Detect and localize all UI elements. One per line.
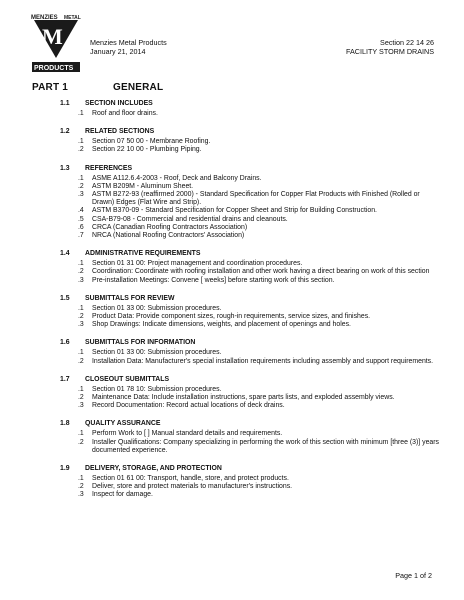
item-text: CRCA (Canadian Roofing Contractors Association) <box>92 223 248 231</box>
item-number: .3 <box>78 191 84 199</box>
section-code: Section 22 14 26 <box>380 38 434 47</box>
item-number: .1 <box>78 138 84 146</box>
list-item <box>60 207 440 215</box>
item-number: .1 <box>78 174 84 182</box>
section-item-list <box>60 386 440 411</box>
list-item <box>60 386 440 394</box>
section-heading <box>60 465 440 474</box>
list-item <box>60 216 440 224</box>
item-text: Section 01 31 00: Project management and coordination procedures. <box>92 260 303 268</box>
item-number: .5 <box>78 215 84 223</box>
item-text: Inspect for damage. <box>92 491 153 499</box>
section-heading <box>60 339 440 348</box>
list-item <box>60 260 440 268</box>
section-title: REFERENCES <box>85 164 133 172</box>
list-item <box>60 475 440 483</box>
spec-section <box>60 250 440 285</box>
list-item <box>60 224 440 232</box>
item-number: .1 <box>78 304 84 312</box>
list-item <box>60 439 440 455</box>
item-number: .2 <box>78 357 84 365</box>
section-number: 1.6 <box>60 339 70 347</box>
section-title: RELATED SECTIONS <box>85 128 155 136</box>
list-item <box>60 313 440 321</box>
part-number: PART 1 <box>32 82 69 93</box>
document-date: January 21, 2014 <box>90 47 146 56</box>
spec-section <box>60 376 440 411</box>
list-item <box>60 321 440 329</box>
section-heading <box>60 295 440 304</box>
spec-section <box>60 165 440 241</box>
section-heading <box>60 420 440 429</box>
item-number: .2 <box>78 313 84 321</box>
item-text: Shop Drawings: Indicate dimensions, weights, and placement of openings and holes. <box>92 321 351 329</box>
item-text: ASME A112.6.4-2003 - Roof, Deck and Balcony Drains. <box>92 174 262 182</box>
item-number: .2 <box>78 268 84 276</box>
item-text: CSA-B79-08 - Commercial and residential drains and cleanouts. <box>92 215 288 223</box>
section-heading <box>60 128 440 137</box>
section-item-list <box>60 349 440 365</box>
item-number: .3 <box>78 491 84 499</box>
company-name: Menzies Metal Products <box>90 38 167 47</box>
item-number: .3 <box>78 276 84 284</box>
section-number: 1.5 <box>60 294 70 302</box>
item-number: .6 <box>78 223 84 231</box>
section-item-list <box>60 305 440 330</box>
item-number: .3 <box>78 321 84 329</box>
section-title: QUALITY ASSURANCE <box>85 420 161 428</box>
part-heading <box>32 82 163 93</box>
section-heading <box>60 250 440 259</box>
part-title: GENERAL <box>112 82 164 93</box>
item-text: Coordination: Coordinate with roofing installation and other work having a direct bearing on work of this section <box>92 268 430 276</box>
list-item <box>60 430 440 438</box>
item-text: Perform Work to [ ] Manual standard details and requirements. <box>92 430 283 438</box>
section-number: 1.7 <box>60 375 70 383</box>
item-number: .2 <box>78 394 84 402</box>
header-right <box>346 38 434 56</box>
section-item-list <box>60 175 440 241</box>
item-text: Section 07 50 00 - Membrane Roofing. <box>92 138 211 146</box>
item-text: Record Documentation: Record actual locations of deck drains. <box>92 402 285 410</box>
item-number: .7 <box>78 232 84 240</box>
section-item-list <box>60 260 440 285</box>
list-item <box>60 305 440 313</box>
item-number: .2 <box>78 182 84 190</box>
item-text: Section 01 33 00: Submission procedures. <box>92 304 222 312</box>
logo-top-text: MENZIES <box>31 15 58 21</box>
section-title: CLOSEOUT SUBMITTALS <box>85 375 170 383</box>
list-item <box>60 183 440 191</box>
list-item <box>60 175 440 183</box>
list-item <box>60 110 440 118</box>
list-item <box>60 232 440 240</box>
item-text: Installer Qualifications: Company specializing in performing the work of this section with minimum [three (3)] years documented experience. <box>92 438 439 454</box>
section-number: 1.1 <box>60 100 70 107</box>
section-heading <box>60 100 440 109</box>
spec-section <box>60 339 440 365</box>
item-text: Section 01 33 00: Submission procedures. <box>92 349 222 357</box>
spec-section <box>60 420 440 455</box>
item-number: .1 <box>78 110 84 117</box>
section-title: DELIVERY, STORAGE, AND PROTECTION <box>85 465 222 473</box>
spec-section <box>60 128 440 154</box>
item-text: Roof and floor drains. <box>92 110 158 117</box>
item-text: Section 22 10 00 - Plumbing Piping. <box>92 146 202 154</box>
logo-right-text: METAL <box>64 15 81 21</box>
item-number: .2 <box>78 438 84 446</box>
section-name: FACILITY STORM DRAINS <box>346 47 434 56</box>
list-item <box>60 191 440 207</box>
item-text: ASTM B370-09 - Standard Specification for Copper Sheet and Strip for Building Construction. <box>92 207 377 215</box>
section-item-list <box>60 430 440 455</box>
spec-section <box>60 295 440 330</box>
item-number: .4 <box>78 207 84 215</box>
company-logo <box>30 14 82 74</box>
document-body <box>60 100 440 510</box>
section-title: SUBMITTALS FOR INFORMATION <box>85 339 196 347</box>
list-item <box>60 402 440 410</box>
section-title: ADMINISTRATIVE REQUIREMENTS <box>85 250 201 258</box>
list-item <box>60 358 440 366</box>
section-item-list <box>60 138 440 154</box>
list-item <box>60 349 440 357</box>
item-text: Maintenance Data: Include installation instructions, spare parts lists, and exploded assembly views. <box>92 394 395 402</box>
item-text: ASTM B272-93 (reaffirmed 2000) - Standard Specification for Copper Flat Products with Finished (Rolled or Drawn) Edges (Flat Wire and Strip). <box>92 191 420 207</box>
section-number: 1.2 <box>60 128 70 136</box>
header-left <box>90 38 167 56</box>
item-text: Product Data: Provide component sizes, rough-in requirements, service sizes, and finishes. <box>92 313 371 321</box>
item-text: Section 01 61 00: Transport, handle, store, and protect products. <box>92 475 289 483</box>
list-item <box>60 483 440 491</box>
item-number: .1 <box>78 385 84 393</box>
section-title: SECTION INCLUDES <box>85 100 153 107</box>
item-number: .1 <box>78 349 84 357</box>
section-number: 1.8 <box>60 420 70 428</box>
item-text: Section 01 78 10: Submission procedures. <box>92 385 222 393</box>
section-heading <box>60 376 440 385</box>
section-item-list <box>60 475 440 500</box>
logo-letter: M <box>42 24 63 49</box>
item-number: .1 <box>78 260 84 268</box>
spec-section <box>60 465 440 500</box>
list-item <box>60 146 440 154</box>
item-text: Deliver, store and protect materials to manufacturer's instructions. <box>92 483 293 491</box>
list-item <box>60 277 440 285</box>
section-number: 1.4 <box>60 250 70 258</box>
logo-bottom-text: PRODUCTS <box>34 65 74 72</box>
item-text: Pre-installation Meetings: Convene [ weeks] before starting work of this section. <box>92 276 335 284</box>
list-item <box>60 394 440 402</box>
section-number: 1.3 <box>60 164 70 172</box>
item-number: .1 <box>78 430 84 438</box>
item-number: .3 <box>78 402 84 410</box>
list-item <box>60 268 440 276</box>
section-title: SUBMITTALS FOR REVIEW <box>85 294 175 302</box>
section-item-list <box>60 110 440 118</box>
section-number: 1.9 <box>60 465 70 473</box>
item-text: Installation Data: Manufacturer's special installation requirements including assembly and support requirements. <box>92 357 434 365</box>
item-text: ASTM B209M - Aluminum Sheet. <box>92 182 194 190</box>
list-item <box>60 138 440 146</box>
section-heading <box>60 165 440 174</box>
item-text: NRCA (National Roofing Contractors' Association) <box>92 232 245 240</box>
list-item <box>60 491 440 499</box>
spec-section <box>60 100 440 118</box>
item-number: .1 <box>78 475 84 483</box>
item-number: .2 <box>78 483 84 491</box>
item-number: .2 <box>78 146 84 154</box>
page-number: Page 1 of 2 <box>395 571 432 580</box>
